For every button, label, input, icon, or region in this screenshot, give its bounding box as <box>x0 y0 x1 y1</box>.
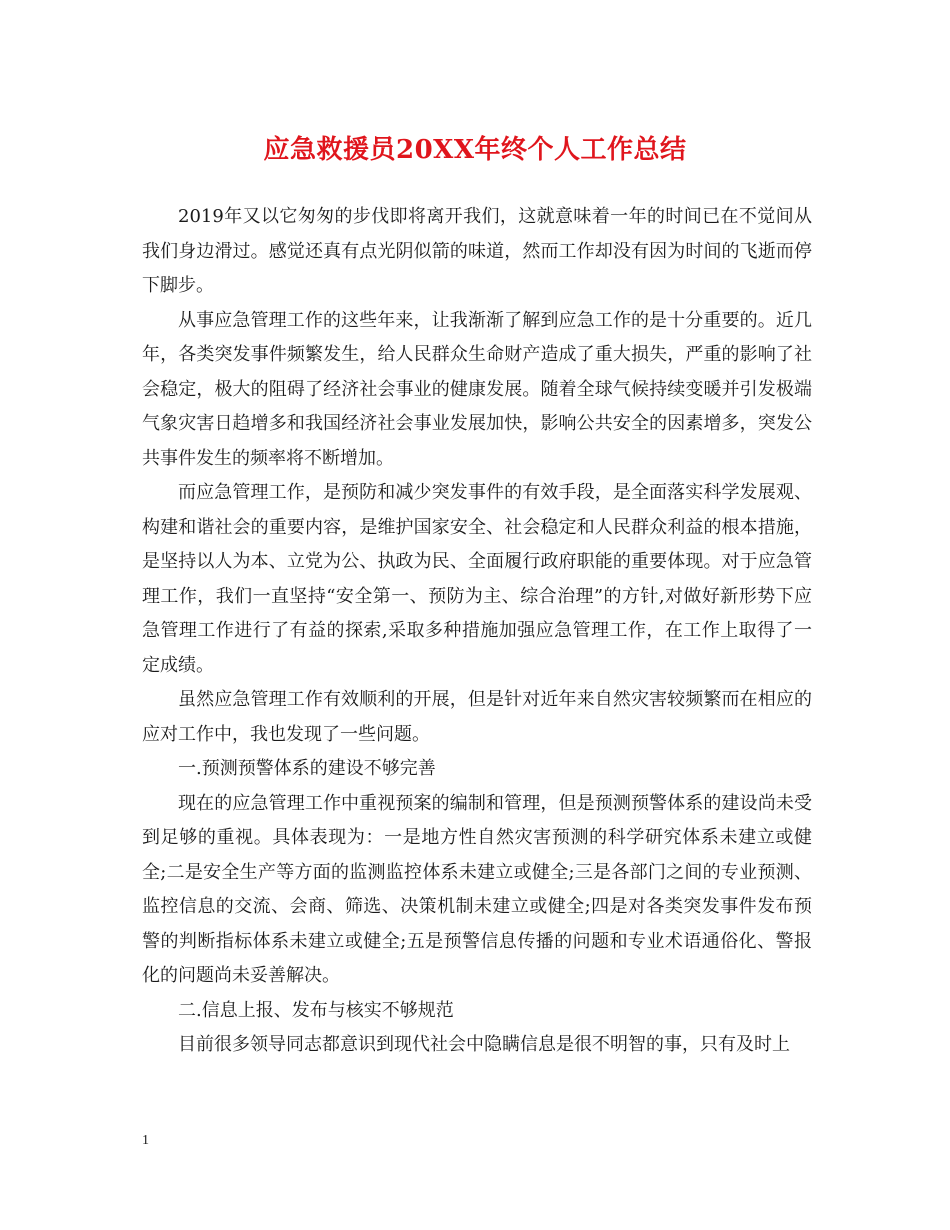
section-heading-2: 二.信息上报、发布与核实不够规范 <box>178 999 454 1021</box>
page-number: 1 <box>142 1133 149 1148</box>
paragraph-information: 目前很多领导同志都意识到现代社会中隐瞒信息是很不明智的事，只有及时上 <box>178 1034 790 1055</box>
paragraph-importance: 从事应急管理工作的这些年来，让我渐渐了解到应急工作的是十分重要的。近几年，各类突发事件频繁发生，给人民群众生命财产造成了重大损失，严重的影响了社会稳定，极大的阻碍了经济社会事业的健康发展。随着全球气候持续变暖并引发极端气象灾害日趋增多和我国经济社会事业发展加快，影响公共安全的因素增多，突发公共事件发生的频率将不断增加。 <box>142 309 812 469</box>
paragraph-management: 而应急管理工作，是预防和减少突发事件的有效手段，是全面落实科学发展观、构建和谐社会的重要内容，是维护国家安全、社会稳定和人民群众利益的根本措施，是坚持以人为本、立党为公、执政为民、全面履行政府职能的重要体现。对于应急管理工作，我们一直坚持“安全第一、预防为主、综合治理”的方针,对做好新形势下应急管理工作进行了有益的探索,采取多种措施加强应急管理工作，在工作上取得了一定成绩。 <box>142 482 812 676</box>
document-title: 应急救援员20XX年终个人工作总结 <box>263 135 687 165</box>
paragraph-problems: 虽然应急管理工作有效顺利的开展，但是针对近年来自然灾害较频繁而在相应的应对工作中，我也发现了一些问题。 <box>142 689 812 745</box>
paragraph-warning-system: 现在的应急管理工作中重视预案的编制和管理，但是预测预警体系的建设尚未受到足够的重视。具体表现为：一是地方性自然灾害预测的科学研究体系未建立或健全;二是安全生产等方面的监测监控体系未建立或健全;三是各部门之间的专业预测、监控信息的交流、会商、筛选、决策机制未建立或健全;四是对各类突发事件发布预警的判断指标体系未建立或健全;五是预警信息传播的问题和专业术语通俗化、警报化的问题尚未妥善解决。 <box>142 792 812 986</box>
section-heading-1: 一.预测预警体系的建设不够完善 <box>178 758 436 779</box>
document-body <box>142 200 812 1063</box>
paragraph-intro: 2019年又以它匆匆的步伐即将离开我们，这就意味着一年的时间已在不觉间从我们身边滑过。感觉还真有点光阴似箭的味道，然而工作却没有因为时间的飞逝而停下脚步。 <box>142 206 812 296</box>
